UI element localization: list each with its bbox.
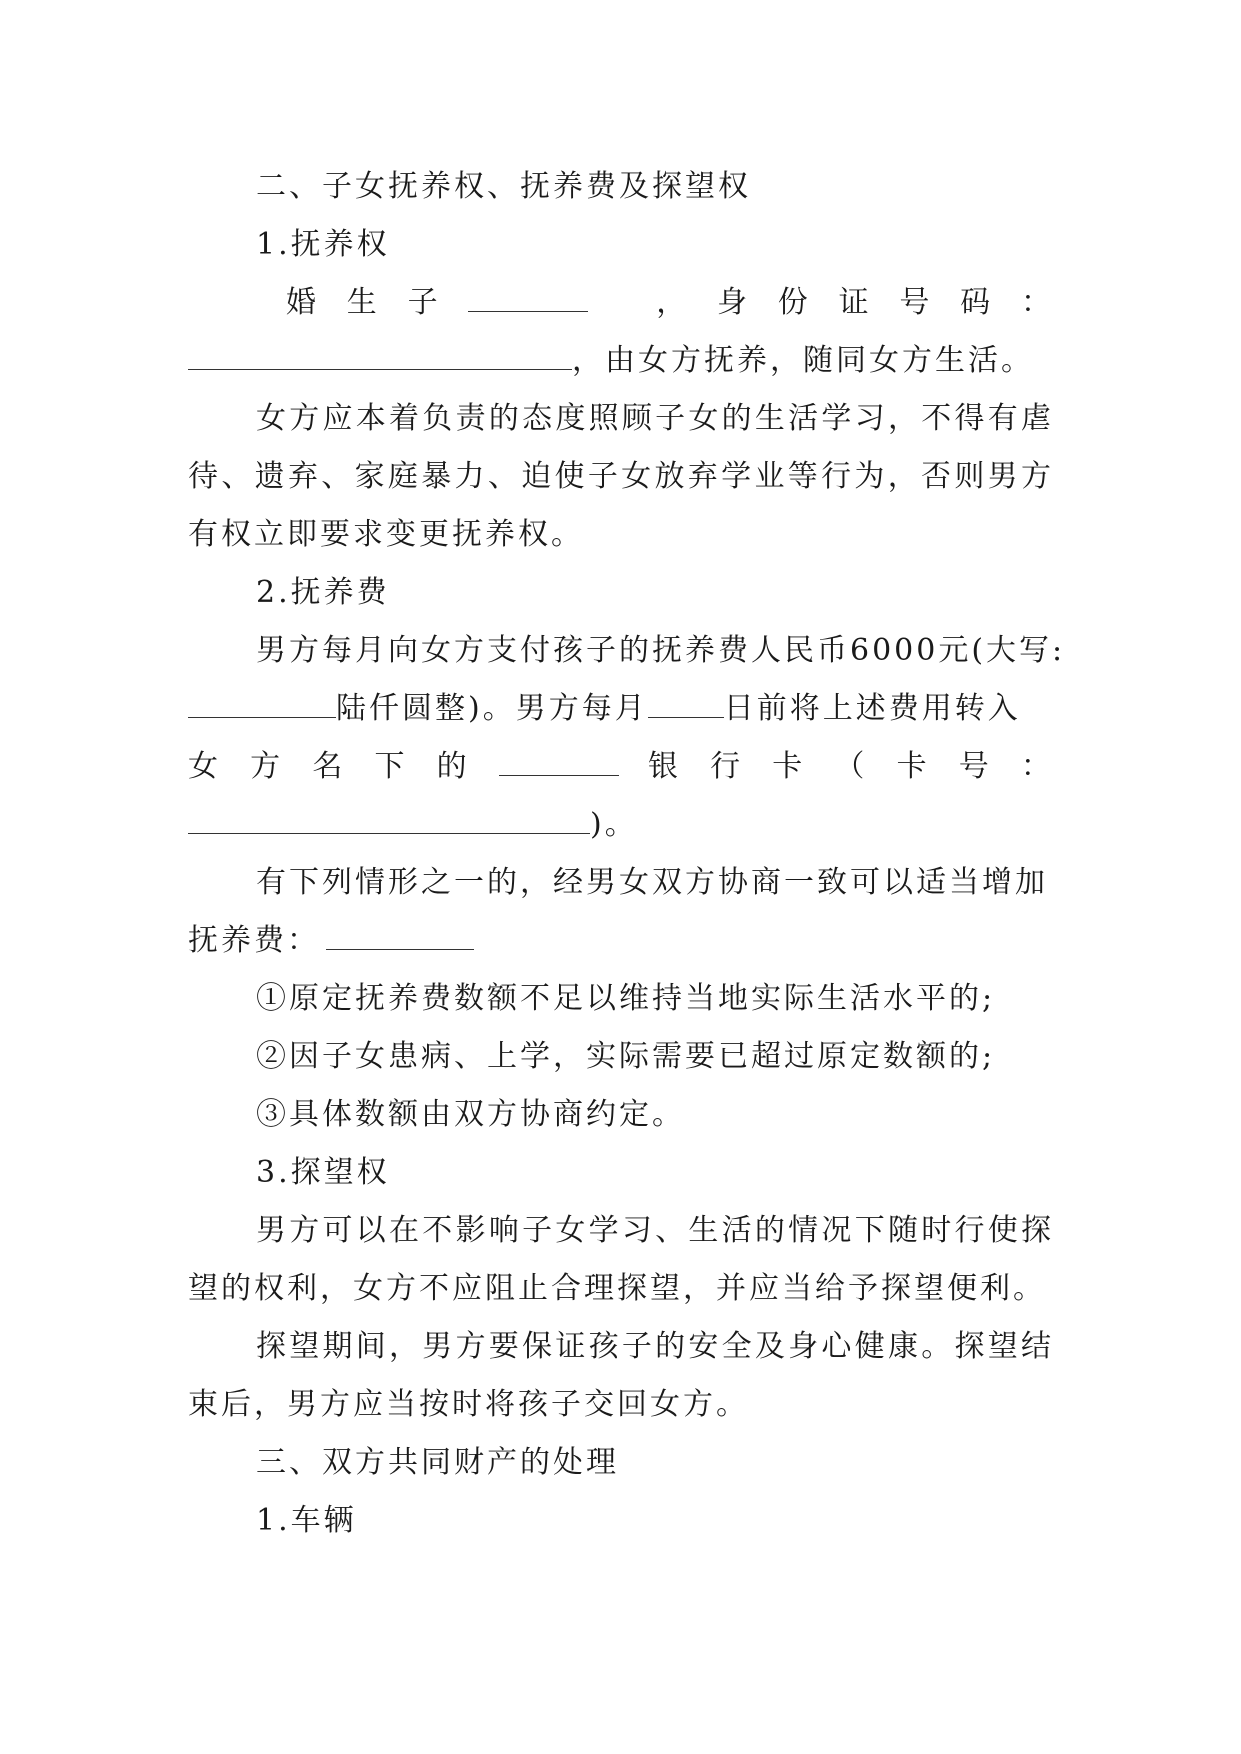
char: 证 <box>838 285 872 320</box>
increase-support-blank[interactable] <box>326 923 474 950</box>
support-line-2-text-b: 日前将上述费用转入 <box>723 691 1021 726</box>
custody-line-2 <box>188 332 1054 390</box>
char: ， <box>656 285 690 320</box>
visit-paragraph-2: 探望期间，男方要保证孩子的安全及身心健康。探望结束后，男方应当按时将孩子交回女方。 <box>188 1329 1054 1422</box>
section-2-title: 二、子女抚养权、抚养费及探望权 <box>256 169 751 204</box>
visit-heading: 3.探望权 <box>256 1155 390 1190</box>
char: 子 <box>407 285 441 320</box>
support-line-4 <box>188 796 1054 854</box>
visit-paragraph-1: 男方可以在不影响子女学习、生活的情况下随时行使探望的权利，女方不应阻止合理探望，并应当给予探望便利。 <box>188 1213 1054 1306</box>
bank-name-blank[interactable] <box>499 749 619 776</box>
section-3-title: 三、双方共同财产的处理 <box>256 1445 619 1480</box>
document-page <box>188 158 1066 1550</box>
char: ： <box>1020 285 1054 320</box>
char: 名 <box>312 749 346 784</box>
support-item-2: ②因子女患病、上学，实际需要已超过原定数额的; <box>256 1039 996 1074</box>
card-number-blank[interactable] <box>188 807 590 834</box>
char: 行 <box>710 749 744 784</box>
char: 卡 <box>772 749 806 784</box>
char: 生 <box>346 285 380 320</box>
support-line-1: 男方每月向女方支付孩子的抚养费人民币6000元(大写: <box>256 633 1066 668</box>
char: （ <box>834 749 868 784</box>
vehicle-heading: 1.车辆 <box>256 1503 357 1538</box>
support-paragraph-2-line-1: 有下列情形之一的，经男女双方协商一致可以适当增加 <box>256 865 1048 900</box>
char: 号 <box>958 749 992 784</box>
support-line-4-text: )。 <box>590 807 638 842</box>
char: 号 <box>899 285 933 320</box>
char: 银 <box>647 749 681 784</box>
amount-words-blank[interactable] <box>188 691 336 718</box>
char: 下 <box>374 749 408 784</box>
char: 方 <box>250 749 284 784</box>
char: 卡 <box>896 749 930 784</box>
support-item-1: ①原定抚养费数额不足以维持当地实际生活水平的; <box>256 981 996 1016</box>
id-number-blank[interactable] <box>188 343 572 370</box>
char: 婚 <box>286 285 319 320</box>
custody-heading: 1.抚养权 <box>256 227 390 262</box>
support-line-2-text-a: 陆仟圆整)。男方每月 <box>336 691 648 726</box>
char: ： <box>1020 749 1054 784</box>
support-line-3 <box>188 738 1054 796</box>
support-paragraph-2-text: 抚养费： <box>188 923 320 958</box>
char: 身 <box>716 285 750 320</box>
custody-paragraph-2: 女方应本着负责的态度照顾子女的生活学习，不得有虐待、遗弃、家庭暴力、迫使子女放弃学业等行为，否则男方有权立即要求变更抚养权。 <box>188 401 1054 552</box>
custody-line-2-text: ，由女方抚养，随同女方生活。 <box>572 343 1034 378</box>
support-line-2 <box>188 680 1054 738</box>
char: 码 <box>960 285 994 320</box>
support-paragraph-2-line-2 <box>188 912 1054 970</box>
char: 的 <box>436 749 470 784</box>
child-name-blank[interactable] <box>468 285 588 312</box>
pay-day-blank[interactable] <box>648 691 724 718</box>
support-item-3: ③具体数额由双方协商约定。 <box>256 1097 685 1132</box>
char: 女 <box>188 749 221 784</box>
support-heading: 2.抚养费 <box>256 575 390 610</box>
char: 份 <box>777 285 811 320</box>
custody-line-1 <box>188 274 1054 332</box>
